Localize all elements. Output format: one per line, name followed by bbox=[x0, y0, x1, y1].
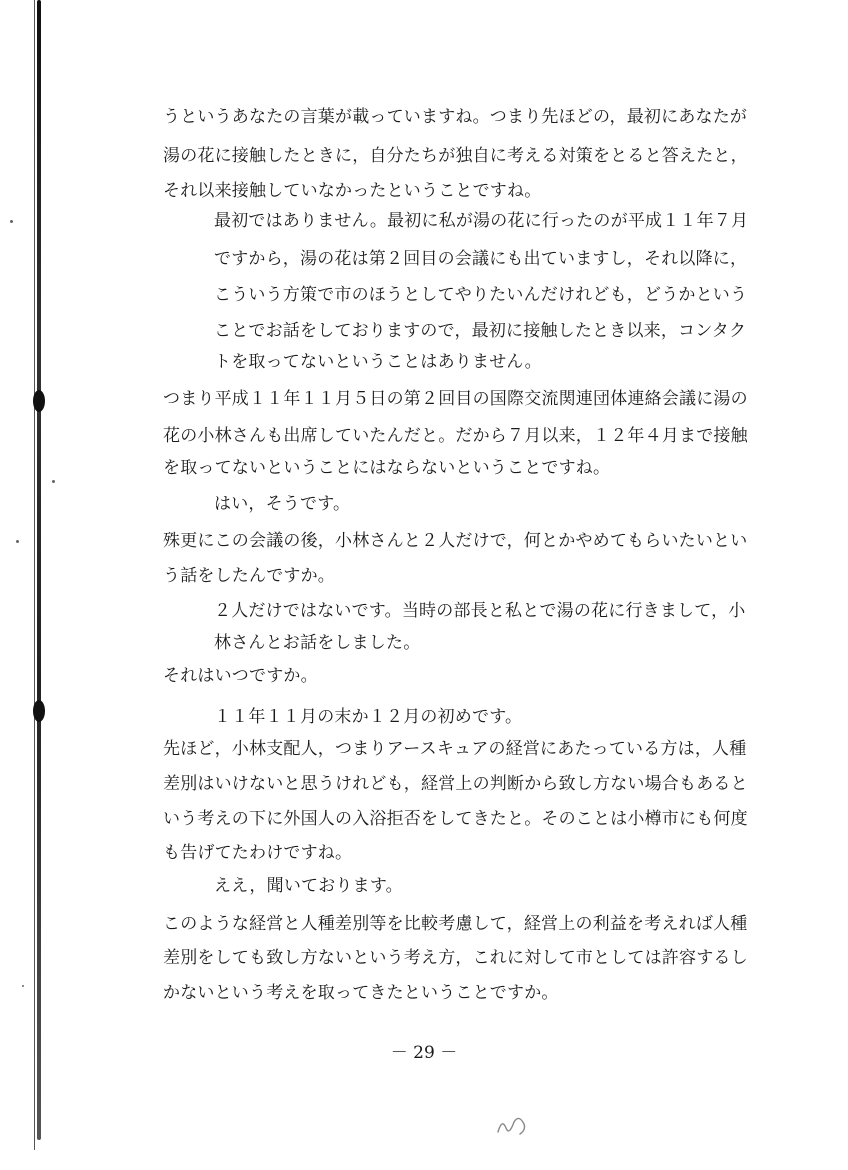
transcript-line: つまり平成１１年１１月５日の第２回目の国際交流関連団体連絡会議に湯の bbox=[163, 389, 748, 409]
transcript-line: トを取ってないということはありません。 bbox=[214, 352, 542, 372]
transcript-line: うというあなたの言葉が載っていますね。つまり先ほどの，最初にあなたが bbox=[163, 107, 748, 127]
transcript-line: 殊更にこの会議の後，小林さんと２人だけで，何とかやめてもらいたいとい bbox=[163, 531, 748, 551]
transcript-line: ですから，湯の花は第２回目の会議にも出ていますし，それ以降に， bbox=[214, 249, 748, 269]
transcript-line: はい，そうです。 bbox=[214, 494, 351, 514]
transcript-line: 花の小林さんも出席していたんだと。だから７月以来，１２年４月まで接触 bbox=[163, 426, 748, 446]
transcript-line: 湯の花に接触したときに，自分たちが独自に考える対策をとると答えたと， bbox=[163, 146, 748, 166]
handwritten-mark bbox=[492, 1112, 532, 1140]
transcript-line: こういう方策で市のほうとしてやりたいんだけれども，どうかという bbox=[214, 285, 748, 305]
transcript-line: かないという考えを取ってきたということですか。 bbox=[163, 983, 559, 1003]
transcript-line: １１年１１月の末か１２月の初めです。 bbox=[214, 707, 523, 727]
transcript-line: う話をしたんですか。 bbox=[163, 566, 335, 586]
transcript-line: 差別をしても致し方ないという考え方，これに対して市としては許容するし bbox=[163, 948, 748, 968]
transcript-line: 差別はいけないと思うけれども，経営上の判断から致し方ない場合もあると bbox=[163, 774, 748, 794]
transcript-line: ええ，聞いております。 bbox=[214, 876, 403, 896]
transcript-line: 先ほど，小林支配人，つまりアースキュアの経営にあたっている方は，人種 bbox=[163, 739, 747, 759]
transcript-line: 最初ではありません。最初に私が湯の花に行ったのが平成１１年７月 bbox=[214, 211, 749, 231]
transcript-line: 林さんとお話をしました。 bbox=[214, 633, 421, 653]
transcript-line: ２人だけではないです。当時の部長と私とで湯の花に行きまして，小 bbox=[214, 601, 746, 621]
transcript-line: それはいつですか。 bbox=[163, 666, 318, 686]
transcript-line: も告げてたわけですね。 bbox=[163, 843, 353, 863]
transcript-line: このような経営と人種差別等を比較考慮して，経営上の利益を考えれば人種 bbox=[163, 914, 748, 934]
page-number: － 29 － bbox=[390, 1043, 458, 1063]
transcript-line: を取ってないということにはならないということですね。 bbox=[163, 458, 611, 478]
transcript-line: いう考えの下に外国人の入浴拒否をしてきたと。そのことは小樽市にも何度 bbox=[163, 809, 748, 829]
transcript-line: それ以来接触していなかったということですね。 bbox=[163, 181, 542, 201]
transcript-line: ことでお話をしておりますので，最初に接触したとき以来，コンタク bbox=[214, 321, 747, 341]
